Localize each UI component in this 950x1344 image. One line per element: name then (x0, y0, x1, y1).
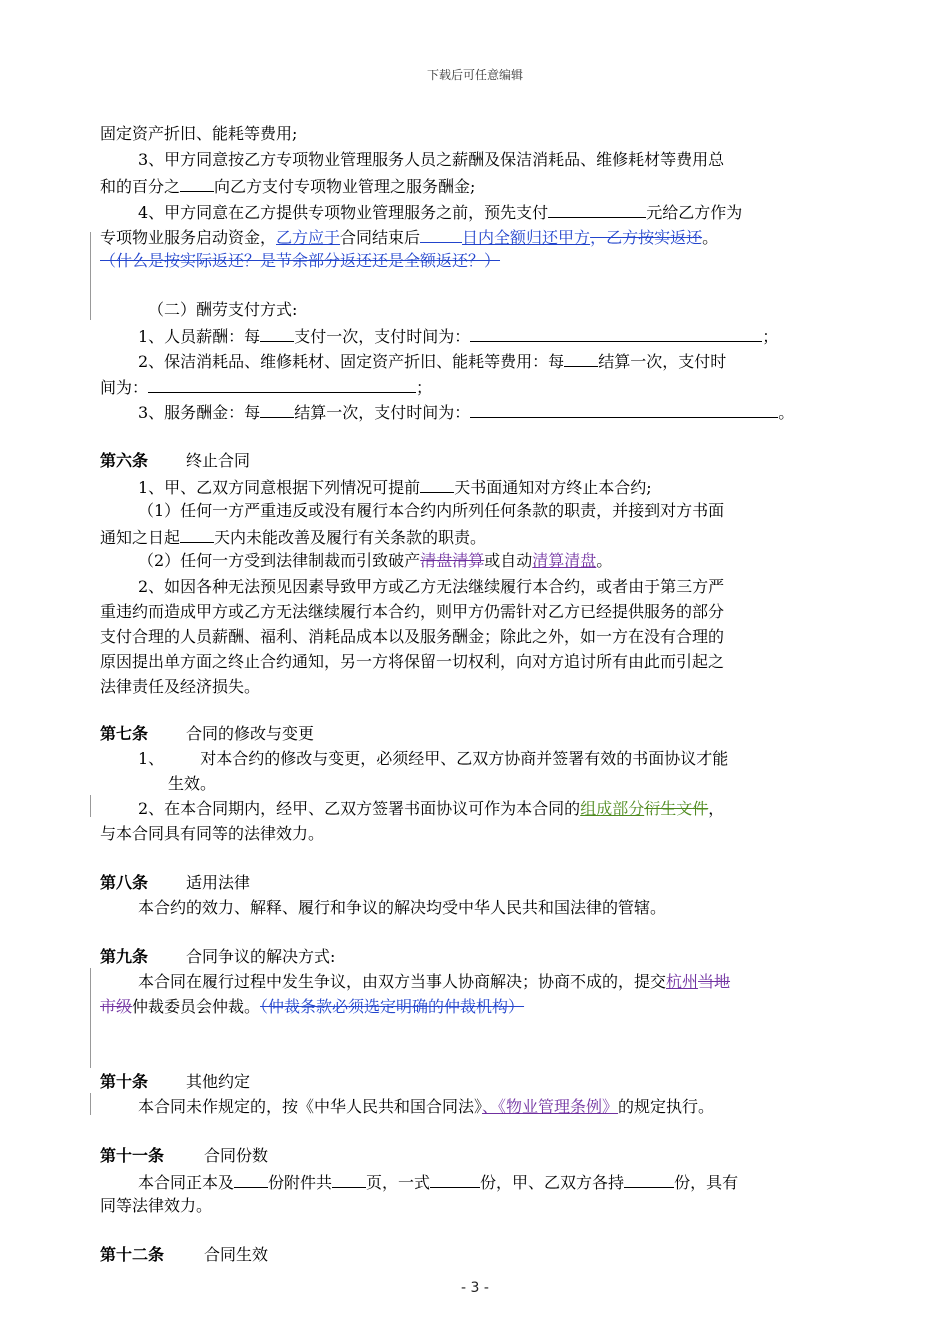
subsection-title: （二）酬劳支付方式: (148, 300, 298, 319)
tracked-deletion: 市级 (100, 997, 133, 1016)
paragraph-line: 生效。 (168, 774, 217, 793)
blank-field[interactable] (430, 1170, 480, 1188)
tracked-insertion: 、《物业管理条例》 (482, 1097, 619, 1116)
paragraph-line: 2、如因各种无法预见因素导致甲方或乙方无法继续履行本合约，或者由于第三方严 (138, 577, 725, 596)
tracked-insertion: 清算清盘 (532, 551, 597, 570)
article-heading: 第十一条 合同份数 (100, 1146, 269, 1165)
tracked-insertion: 日内全额归还甲方 (462, 228, 591, 247)
paragraph-line: （1）任何一方严重违反或没有履行本合约内所列任何条款的职责，并接到对方书面 (138, 501, 725, 520)
paragraph-line: 法律责任及经济损失。 (100, 677, 261, 696)
paragraph-line: 支付合理的人员薪酬、福利、消耗品成本以及服务酬金；除此之外，如一方在没有合理的 (100, 627, 725, 646)
paragraph-line: 1、甲、乙双方同意根据下列情况可提前 天书面通知对方终止本合约; (138, 475, 652, 499)
blank-field[interactable] (332, 1170, 366, 1188)
paragraph-line: 2、在本合同期内，经甲、乙双方签署书面协议可作为本合同的组成部分衍生文件， (138, 799, 725, 818)
blank-field[interactable] (420, 225, 462, 243)
tracked-insertion: 组成部分 (580, 799, 645, 818)
article-heading: 第八条 适用法律 (100, 873, 251, 892)
paragraph-line: 市级仲裁委员会仲裁。（仲裁条款必须选定明确的仲裁机构） (100, 997, 525, 1016)
paragraph-line: 本合同正本及 份附件共 页，一式 份，甲、乙双方各持 份，具有 (138, 1170, 738, 1194)
blank-field[interactable] (260, 324, 294, 342)
blank-field[interactable] (564, 349, 598, 367)
blank-field[interactable] (420, 475, 454, 493)
paragraph-line: 重违约而造成甲方或乙方无法继续履行本合约，则甲方仍需针对乙方已经提供服务的部分 (100, 602, 725, 621)
tracked-deletion: 衍生文件 (644, 799, 709, 818)
paragraph-line: 3、服务酬金：每 结算一次，支付时间为： 。 (138, 400, 794, 424)
blank-field[interactable] (180, 525, 214, 543)
paragraph-line: 1、人员薪酬：每 支付一次，支付时间为： ； (138, 324, 778, 348)
tracked-insertion: 乙方应于 (276, 228, 341, 247)
blank-field[interactable] (260, 400, 294, 418)
paragraph-line: 和的百分之 向乙方支付专项物业管理之服务酬金; (100, 174, 475, 198)
paragraph-line: 通知之日起 天内未能改善及履行有关条款的职责。 (100, 525, 486, 549)
tracked-deletion: （仲裁条款必须选定明确的仲裁机构） (260, 997, 525, 1016)
paragraph-line: 原因提出单方面之终止合约通知，另一方将保留一切权利，向对方追讨所有由此而引起之 (100, 652, 725, 671)
paragraph-line: 1、 对本合约的修改与变更，必须经甲、乙双方协商并签署有效的书面协议才能 (138, 749, 729, 768)
paragraph-line: 本合同未作规定的，按《中华人民共和国合同法》、《物业管理条例》的规定执行。 (138, 1097, 715, 1116)
paragraph-line: 本合同在履行过程中发生争议，由双方当事人协商解决；协商不成的，提交杭州当地 (138, 972, 731, 991)
paragraph-line: 4、甲方同意在乙方提供专项物业管理服务之前，预先支付 元给乙方作为 (138, 200, 742, 224)
paragraph-line: 3、甲方同意按乙方专项物业管理服务人员之薪酬及保洁消耗品、维修耗材等费用总 (138, 150, 725, 169)
blank-field[interactable] (180, 174, 214, 192)
revision-bar (90, 1093, 91, 1115)
blank-field[interactable] (470, 400, 778, 418)
paragraph-line (100, 250, 500, 272)
paragraph-line: 与本合同具有同等的法律效力。 (100, 824, 325, 843)
paragraph-line: 同等法律效力。 (100, 1196, 213, 1215)
revision-bar (90, 968, 91, 1068)
revision-bar (90, 795, 91, 817)
article-heading: 第十条 其他约定 (100, 1072, 251, 1091)
tracked-insertion: 杭州 (666, 972, 699, 991)
tracked-deletion: （什么是按实际返还？是节余部分返还还是全额返还？） (100, 251, 501, 270)
paragraph-line: 专项物业服务启动资金，乙方应于合同结束后 日内全额归还甲方，乙方按实返还。 (100, 225, 718, 249)
article-heading: 第十二条 合同生效 (100, 1245, 269, 1264)
page-header: 下载后可任意编辑 (426, 68, 523, 82)
paragraph-line: 间为： ； (100, 375, 432, 399)
revision-bar (90, 232, 91, 320)
tracked-deletion: 清盘清算 (420, 551, 485, 570)
article-heading: 第七条 合同的修改与变更 (100, 724, 315, 743)
tracked-deletion: ，乙方按实返还 (590, 228, 703, 247)
blank-field[interactable] (148, 375, 416, 393)
blank-field[interactable] (470, 324, 762, 342)
article-heading: 第九条 合同争议的解决方式: (100, 947, 336, 966)
page-number: - 3 - (461, 1280, 489, 1296)
paragraph-line: 固定资产折旧、能耗等费用; (100, 124, 298, 143)
paragraph-line: 本合约的效力、解释、履行和争议的解决均受中华人民共和国法律的管辖。 (138, 898, 667, 917)
paragraph-line: （2）任何一方受到法律制裁而引致破产清盘清算或自动清算清盘。 (138, 551, 613, 570)
tracked-deletion: 当地 (698, 972, 731, 991)
paragraph-line: 2、保洁消耗品、维修耗材、固定资产折旧、能耗等费用：每 结算一次，支付时 (138, 349, 726, 373)
blank-field[interactable] (624, 1170, 674, 1188)
blank-field[interactable] (548, 200, 646, 218)
blank-field[interactable] (234, 1170, 268, 1188)
article-heading: 第六条 终止合同 (100, 451, 251, 470)
